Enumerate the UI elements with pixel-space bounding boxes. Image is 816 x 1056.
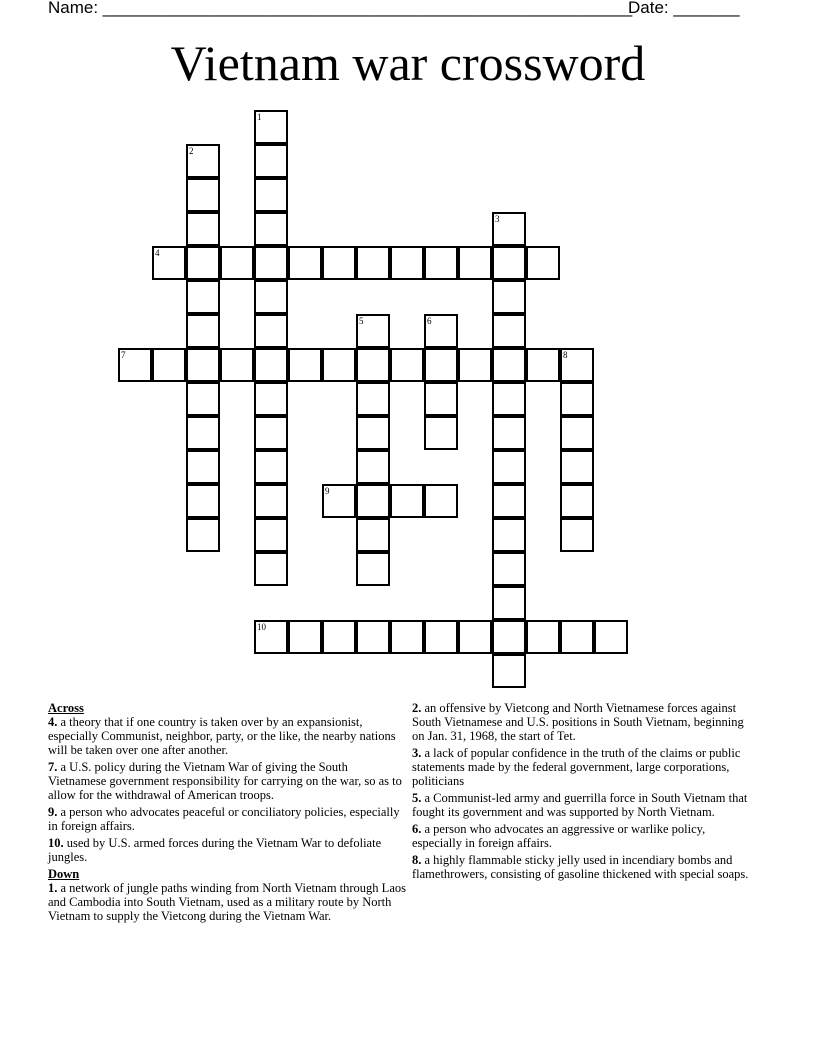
crossword-cell[interactable] xyxy=(458,246,492,280)
crossword-cell[interactable] xyxy=(254,280,288,314)
crossword-cell[interactable] xyxy=(390,246,424,280)
crossword-cell[interactable] xyxy=(458,620,492,654)
clues-right-column xyxy=(412,701,757,884)
crossword-cell[interactable] xyxy=(492,484,526,518)
clue-number: 1. xyxy=(48,881,58,895)
crossword-cell[interactable] xyxy=(492,620,526,654)
crossword-cell[interactable] xyxy=(560,382,594,416)
crossword-cell[interactable] xyxy=(220,348,254,382)
crossword-cell[interactable] xyxy=(356,382,390,416)
crossword-cell[interactable] xyxy=(390,620,424,654)
crossword-cell[interactable] xyxy=(560,620,594,654)
date-field-label: Date: _______ xyxy=(628,0,740,17)
down-clue-1 xyxy=(48,881,408,923)
crossword-cell[interactable] xyxy=(288,246,322,280)
crossword-cell[interactable] xyxy=(492,450,526,484)
crossword-cell[interactable] xyxy=(254,144,288,178)
crossword-cell[interactable] xyxy=(492,382,526,416)
across-heading: Across xyxy=(48,701,84,715)
cell-number: 9 xyxy=(325,486,330,496)
clue-text: a U.S. policy during the Vietnam War of giving the South Vietnamese government responsibility for carrying on the war, so as to allow for the withdrawal of American troops. xyxy=(48,760,402,802)
cell-number: 7 xyxy=(121,350,126,360)
crossword-cell[interactable] xyxy=(186,314,220,348)
crossword-cell[interactable] xyxy=(424,348,458,382)
crossword-cell[interactable] xyxy=(560,518,594,552)
crossword-cell[interactable] xyxy=(492,518,526,552)
crossword-cell[interactable] xyxy=(526,348,560,382)
clue-number: 6. xyxy=(412,822,422,836)
crossword-cell[interactable] xyxy=(356,416,390,450)
clue-number: 2. xyxy=(412,701,422,715)
crossword-cell[interactable] xyxy=(356,620,390,654)
crossword-cell[interactable] xyxy=(288,348,322,382)
cell-number: 10 xyxy=(257,622,266,632)
crossword-cell[interactable] xyxy=(186,382,220,416)
clue-text: a person who advocates an aggressive or warlike policy, especially in foreign affairs. xyxy=(412,822,706,850)
cell-number: 5 xyxy=(359,316,364,326)
crossword-cell[interactable] xyxy=(424,620,458,654)
across-clue-9 xyxy=(48,805,408,833)
crossword-cell[interactable] xyxy=(186,416,220,450)
clue-text: a highly flammable sticky jelly used in incendiary bombs and flamethrowers, consisting of gasoline thickened with special soaps. xyxy=(412,853,749,881)
crossword-cell[interactable] xyxy=(390,484,424,518)
crossword-cell[interactable] xyxy=(424,314,458,348)
crossword-cell[interactable] xyxy=(186,484,220,518)
crossword-cell[interactable] xyxy=(526,620,560,654)
crossword-cell[interactable] xyxy=(152,348,186,382)
crossword-cell[interactable] xyxy=(594,620,628,654)
crossword-cell[interactable] xyxy=(492,280,526,314)
crossword-cell[interactable] xyxy=(254,212,288,246)
crossword-cell[interactable] xyxy=(424,382,458,416)
crossword-cell[interactable] xyxy=(186,518,220,552)
crossword-cell[interactable] xyxy=(492,348,526,382)
clue-number: 4. xyxy=(48,715,58,729)
crossword-cell[interactable] xyxy=(424,416,458,450)
crossword-cell[interactable] xyxy=(492,246,526,280)
crossword-cell[interactable] xyxy=(424,246,458,280)
clue-number: 9. xyxy=(48,805,58,819)
crossword-cell[interactable] xyxy=(254,416,288,450)
crossword-cell[interactable] xyxy=(356,246,390,280)
crossword-cell[interactable] xyxy=(526,246,560,280)
crossword-cell[interactable] xyxy=(118,348,152,382)
crossword-cell[interactable] xyxy=(254,348,288,382)
crossword-cell[interactable] xyxy=(254,450,288,484)
crossword-cell[interactable] xyxy=(322,620,356,654)
clue-text: used by U.S. armed forces during the Vietnam War to defoliate jungles. xyxy=(48,836,382,864)
crossword-cell[interactable] xyxy=(186,144,220,178)
down-clue-3 xyxy=(412,746,757,788)
crossword-cell[interactable] xyxy=(356,450,390,484)
page-title: Vietnam war crossword xyxy=(170,35,646,91)
crossword-cell[interactable] xyxy=(186,178,220,212)
clue-number: 7. xyxy=(48,760,58,774)
clue-text: a Communist-led army and guerrilla force in South Vietnam that fought its government and was supported by North Vietnam. xyxy=(412,791,748,819)
crossword-cell[interactable] xyxy=(424,484,458,518)
clue-text: a lack of popular confidence in the truth of the claims or public statements made by the federal government, large corporations, politicians xyxy=(412,746,741,788)
crossword-cell[interactable] xyxy=(356,484,390,518)
down-clue-2 xyxy=(412,701,757,743)
crossword-cell[interactable] xyxy=(254,246,288,280)
cell-number: 8 xyxy=(563,350,568,360)
crossword-cell[interactable] xyxy=(254,178,288,212)
crossword-cell[interactable] xyxy=(322,246,356,280)
crossword-cell[interactable] xyxy=(356,348,390,382)
crossword-cell[interactable] xyxy=(288,620,322,654)
across-clue-4 xyxy=(48,715,408,757)
crossword-cell[interactable] xyxy=(560,348,594,382)
cell-number: 6 xyxy=(427,316,432,326)
crossword-cell[interactable] xyxy=(152,246,186,280)
across-clue-10 xyxy=(48,836,408,864)
crossword-cell[interactable] xyxy=(254,620,288,654)
crossword-cell[interactable] xyxy=(186,246,220,280)
across-clue-7 xyxy=(48,760,408,802)
clue-number: 8. xyxy=(412,853,422,867)
crossword-cell[interactable] xyxy=(492,654,526,688)
crossword-cell[interactable] xyxy=(390,348,424,382)
cell-number: 3 xyxy=(495,214,500,224)
clue-text: a person who advocates peaceful or conciliatory policies, especially in foreign affairs. xyxy=(48,805,400,833)
crossword-cell[interactable] xyxy=(186,348,220,382)
clues-left-column xyxy=(48,701,408,926)
clue-text: a theory that if one country is taken over by an expansionist, especially Communist, neighbor, party, or the like, the nearby nations will be taken over one after another. xyxy=(48,715,396,757)
crossword-cell[interactable] xyxy=(254,518,288,552)
cell-number: 1 xyxy=(257,112,262,122)
down-clue-8 xyxy=(412,853,757,881)
crossword-cell[interactable] xyxy=(322,348,356,382)
crossword-cell[interactable] xyxy=(356,314,390,348)
clue-number: 3. xyxy=(412,746,422,760)
crossword-cell[interactable] xyxy=(220,246,254,280)
crossword-cell[interactable] xyxy=(492,416,526,450)
down-clue-5 xyxy=(412,791,757,819)
crossword-cell[interactable] xyxy=(560,450,594,484)
crossword-cell[interactable] xyxy=(186,450,220,484)
name-field-label: Name: ________________________________________________________ xyxy=(48,0,633,17)
clue-number: 10. xyxy=(48,836,64,850)
crossword-cell[interactable] xyxy=(492,314,526,348)
crossword-cell[interactable] xyxy=(322,484,356,518)
crossword-cell[interactable] xyxy=(186,212,220,246)
crossword-cell[interactable] xyxy=(254,314,288,348)
crossword-cell[interactable] xyxy=(254,552,288,586)
crossword-cell[interactable] xyxy=(492,212,526,246)
crossword-cell[interactable] xyxy=(356,552,390,586)
clue-number: 5. xyxy=(412,791,422,805)
crossword-cell[interactable] xyxy=(492,552,526,586)
crossword-cell[interactable] xyxy=(560,416,594,450)
crossword-cell[interactable] xyxy=(492,586,526,620)
crossword-cell[interactable] xyxy=(560,484,594,518)
crossword-cell[interactable] xyxy=(356,518,390,552)
cell-number: 2 xyxy=(189,146,194,156)
crossword-cell[interactable] xyxy=(186,280,220,314)
down-heading: Down xyxy=(48,867,80,881)
crossword-cell[interactable] xyxy=(458,348,492,382)
crossword-cell[interactable] xyxy=(254,484,288,518)
clue-text: an offensive by Vietcong and North Vietnamese forces against South Vietnamese and U.S. positions in South Vietnam, beginning on Jan. 31, 1968, the start of Tet. xyxy=(412,701,744,743)
clue-text: a network of jungle paths winding from North Vietnam through Laos and Cambodia into South Vietnam, used as a military route by North Vietnam to supply the Vietcong during the Vietnam War. xyxy=(48,881,406,923)
cell-number: 4 xyxy=(155,248,160,258)
crossword-cell[interactable] xyxy=(254,110,288,144)
down-clue-6 xyxy=(412,822,757,850)
crossword-cell[interactable] xyxy=(254,382,288,416)
